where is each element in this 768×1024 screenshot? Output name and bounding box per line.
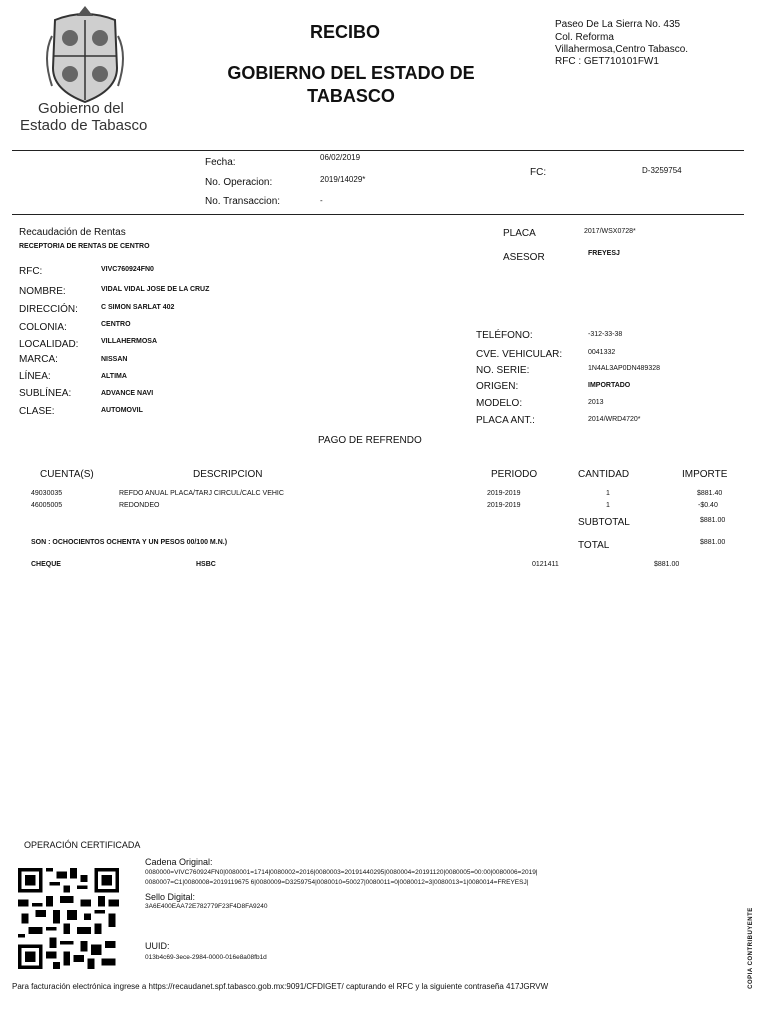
localidad-value: VILLAHERMOSA [101,338,157,345]
header-cuenta: CUENTA(S) [40,469,94,480]
sublinea-label: SUBLÍNEA: [19,388,72,399]
payment-reference: 0121411 [532,561,559,568]
clase-label: CLASE: [19,406,55,417]
sello-value: 3A6E400EAA72E782779F23F4D8FA9240 [145,903,268,910]
telefono-label: TELÉFONO: [476,330,533,341]
uuid-label: UUID: [145,941,170,951]
amount-in-words: SON : OCHOCIENTOS OCHENTA Y UN PESOS 00/100 M.N.) [31,539,228,546]
divider-top [12,150,744,151]
fc-label: FC: [530,167,547,178]
placa-ant-label: PLACA ANT.: [476,415,535,426]
uuid-value: 013b4c69-3ece-2984-0000-016e8a08fb1d [145,954,267,961]
marca-value: NISSAN [101,356,128,363]
origen-value: IMPORTADO [588,382,631,389]
total-value: $881.00 [700,539,726,546]
row-cuenta: 49030035 [31,490,63,497]
payment-method: CHEQUE [31,561,61,568]
rfc-label: RFC: [19,266,43,277]
cve-vehicular-value: 0041332 [588,349,616,356]
modelo-label: MODELO: [476,398,523,409]
address-line-2: Col. Reforma [555,32,614,43]
asesor-label: ASESOR [503,252,545,263]
row-periodo: 2019-2019 [487,502,521,509]
government-title: GOBIERNO DEL ESTADO DE TABASCO [227,63,475,106]
origen-label: ORIGEN: [476,381,519,392]
divider-middle [12,214,744,215]
qr-code-icon [18,867,119,970]
address-line-3: Villahermosa,Centro Tabasco. [555,44,689,55]
linea-label: LÍNEA: [19,371,51,382]
payment-bank: HSBC [196,561,216,568]
subtotal-value: $881.00 [700,517,726,524]
placa-ant-value: 2014/WRD4720* [588,416,641,423]
sello-label: Sello Digital: [145,892,196,902]
operacion-value: 2019/14029* [320,175,366,184]
row-descripcion: REFDO ANUAL PLACA/TARJ CIRCUL/CALC VEHIC [119,490,284,497]
payment-amount: $881.00 [654,561,680,568]
fecha-value: 06/02/2019 [320,153,361,162]
row-descripcion: REDONDEO [119,502,160,509]
cve-vehicular-label: CVE. VEHICULAR: [476,349,563,360]
footer-invoice-note: Para facturación electrónica ingrese a https://recaudanet.spf.tabasco.gob.mx:9091/CFDIGET/ capturando el RFC y la siguiente contraseña 417JGRVW [12,982,549,991]
cadena-label: Cadena Original: [145,857,213,867]
colonia-value: CENTRO [101,321,131,328]
placa-label: PLACA [503,228,536,239]
fecha-label: Fecha: [205,157,236,168]
direccion-label: DIRECCIÓN: [19,304,78,315]
row-importe: -$0.40 [698,502,718,509]
clase-value: AUTOMOVIL [101,407,143,414]
logo-text-line1: Gobierno del [38,100,124,117]
receipt-title: RECIBO [309,22,380,42]
row-cuenta: 46005005 [31,502,63,509]
marca-label: MARCA: [19,354,58,365]
vertical-copy-text: COPIA CONTRIBUYENTE [748,907,754,989]
rfc-value: VIVC760924FN0 [101,266,154,273]
subtotal-label: SUBTOTAL [578,517,630,528]
sublinea-value: ADVANCE NAVI [101,390,154,397]
telefono-value: -312-33-38 [588,331,623,338]
transaccion-value: - [320,196,323,205]
serie-label: NO. SERIE: [476,365,530,376]
transaccion-label: No. Transaccion: [205,196,281,207]
row-cantidad: 1 [606,490,610,497]
row-cantidad: 1 [606,502,610,509]
asesor-value: FREYESJ [588,250,620,257]
operacion-label: No. Operacion: [205,177,273,188]
header-periodo: PERIODO [491,469,538,480]
placa-value: 2017/WSX0728* [584,228,636,235]
address-line-1: Paseo De La Sierra No. 435 [555,19,681,30]
linea-value: ALTIMA [101,373,127,380]
header-importe: IMPORTE [682,469,728,480]
receptoria: RECEPTORIA DE RENTAS DE CENTRO [19,243,150,250]
vertical-copy-label [744,902,758,994]
header-descripcion: DESCRIPCION [193,469,263,480]
office-title: Recaudación de Rentas [19,227,126,238]
localidad-label: LOCALIDAD: [19,339,79,350]
total-label: TOTAL [578,540,610,551]
address-rfc: RFC : GET710101FW1 [555,56,659,67]
header-cantidad: CANTIDAD [578,469,630,480]
colonia-label: COLONIA: [19,322,67,333]
direccion-value: C SIMON SARLAT 402 [101,304,175,311]
fc-value: D-3259754 [642,166,682,175]
logo-text-line2: Estado de Tabasco [20,117,148,134]
nombre-value: VIDAL VIDAL JOSE DE LA CRUZ [101,286,210,293]
row-importe: $881.40 [697,490,723,497]
cadena-line-2: 0080007=C1|0080008=2019119675 6|0080009=D3259754|0080010=50027|0080011=0|0080012=3|0080013=1|0080014=FREYESJ| [145,879,529,886]
serie-value: 1N4AL3AP0DN489328 [588,365,660,372]
nombre-label: NOMBRE: [19,286,66,297]
modelo-value: 2013 [588,399,604,406]
row-periodo: 2019-2019 [487,490,521,497]
cadena-line-1: 0080000=VIVC760924FN0|0080001=1714|0080002=2016|0080003=20191440295|0080004=20191120|0080005=00:00|0080006=2019| [145,869,538,876]
section-title-pago: PAGO DE REFRENDO [318,435,422,446]
certification-title: OPERACIÓN CERTIFICADA [24,840,141,850]
